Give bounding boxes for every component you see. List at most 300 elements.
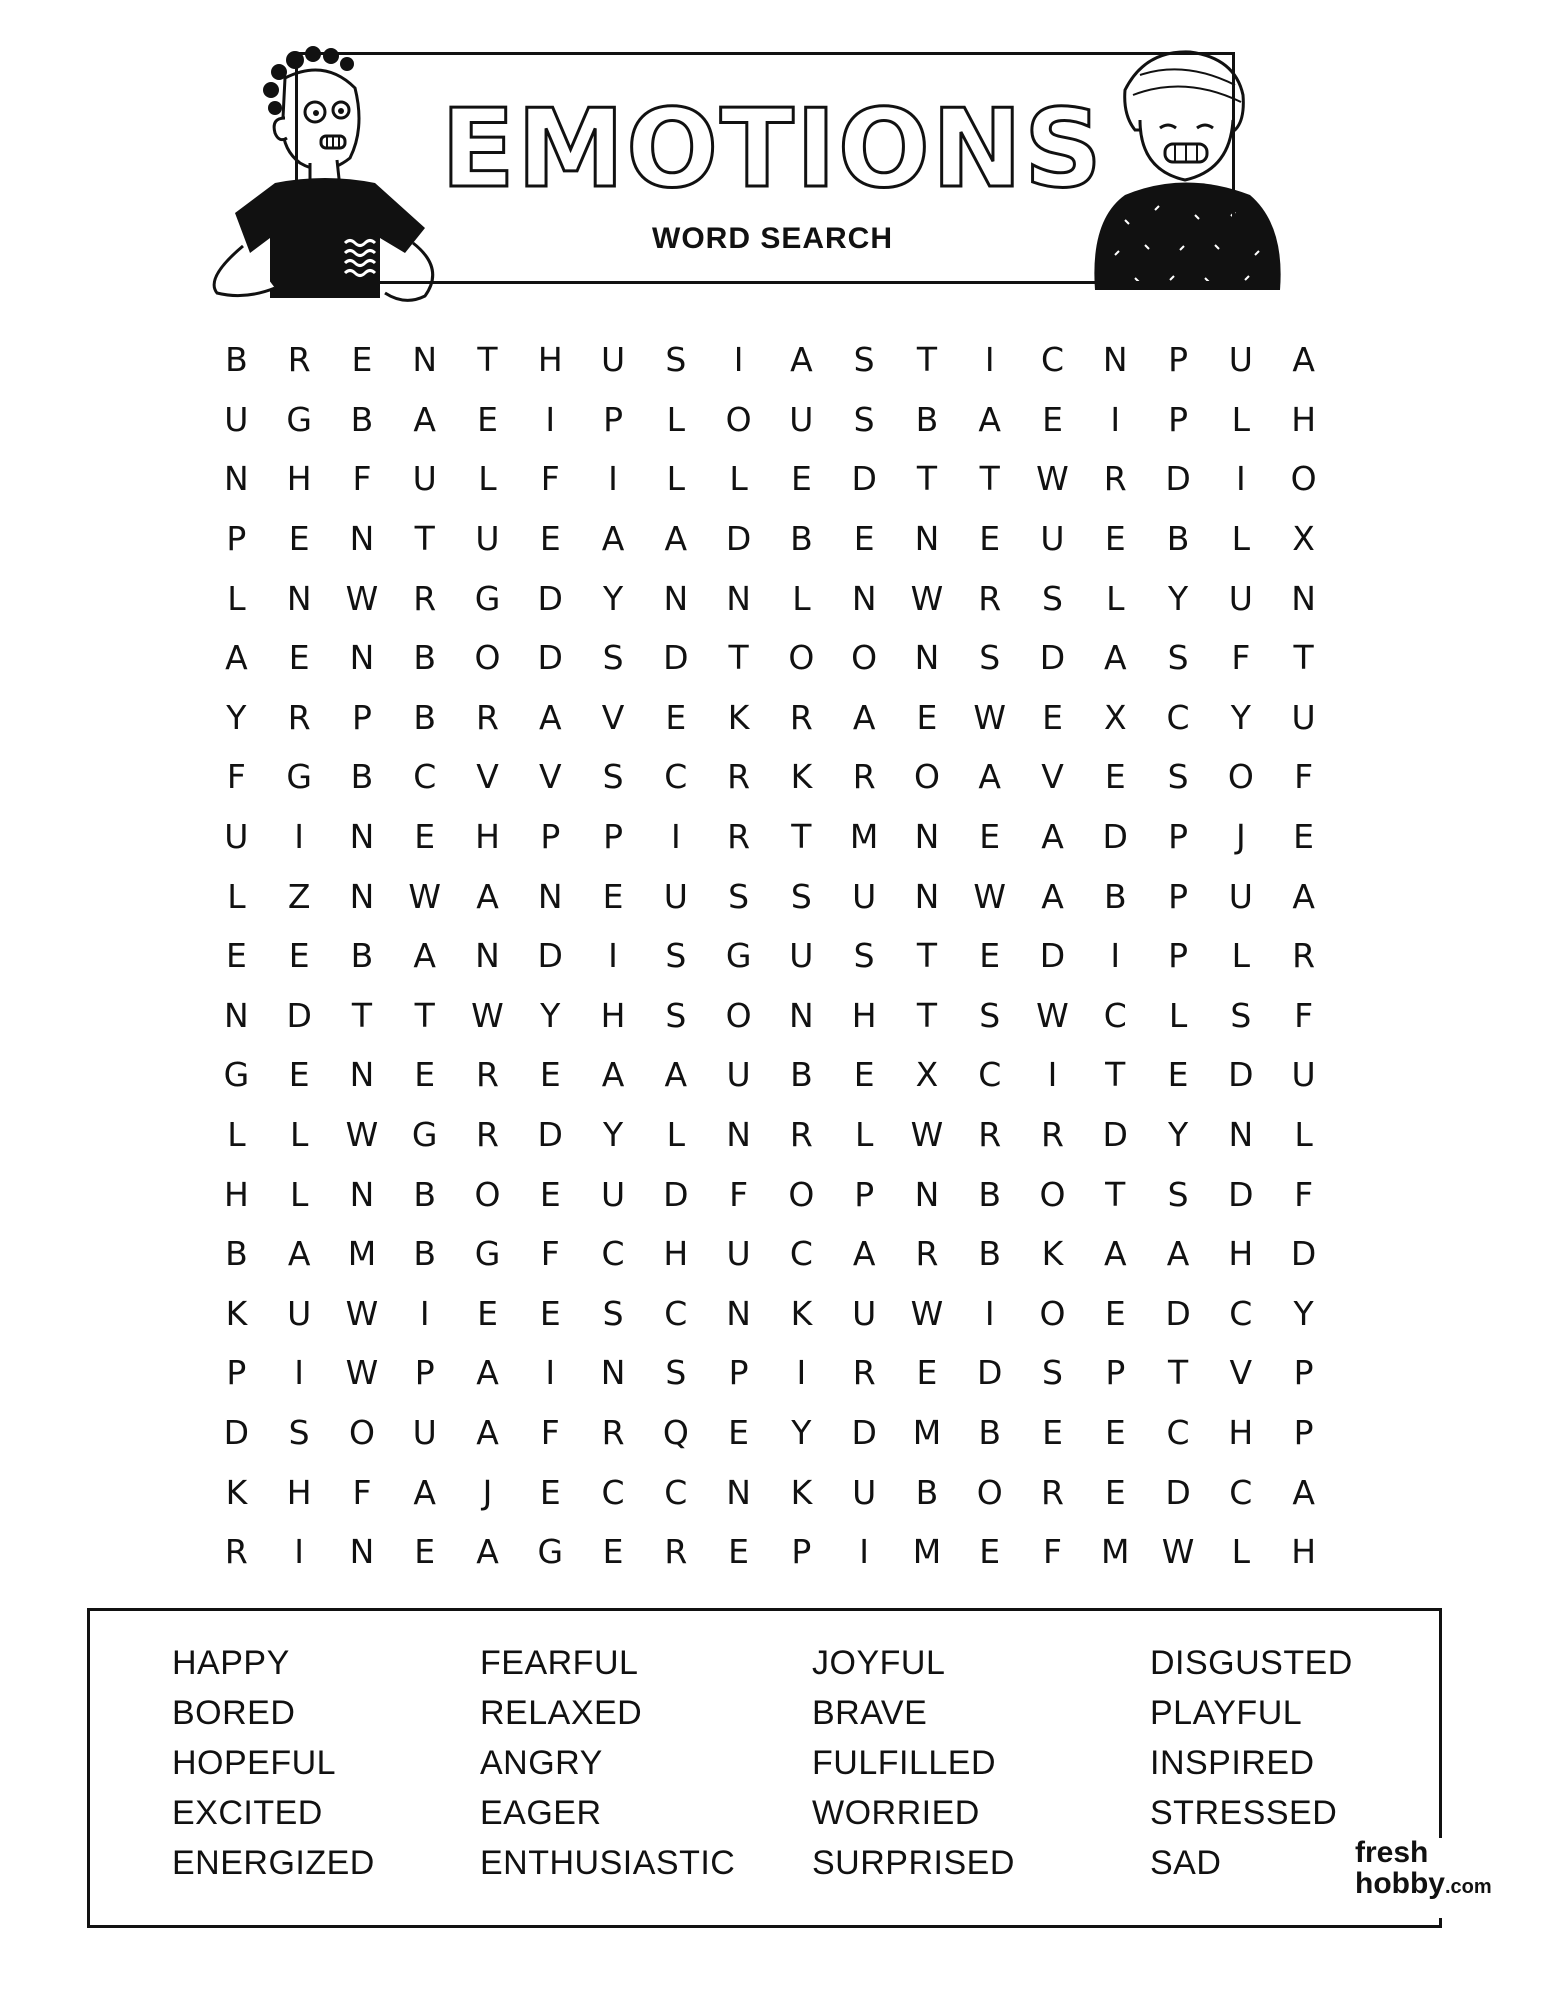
grid-cell[interactable]: L xyxy=(666,459,686,499)
grid-cell[interactable]: A xyxy=(1041,817,1064,857)
grid-cell[interactable]: E xyxy=(916,697,938,737)
grid-cell[interactable]: N xyxy=(726,578,751,618)
grid-cell[interactable]: F xyxy=(1231,638,1251,678)
grid-cell[interactable]: C xyxy=(601,1234,625,1274)
grid-cell[interactable]: I xyxy=(733,340,744,380)
grid-cell[interactable]: I xyxy=(1110,399,1121,439)
grid-cell[interactable]: P xyxy=(1168,340,1188,380)
grid-cell[interactable]: N xyxy=(349,876,375,916)
grid-cell[interactable]: N xyxy=(537,876,563,916)
grid-cell[interactable]: N xyxy=(600,1353,626,1393)
grid-cell[interactable]: F xyxy=(1043,1532,1062,1572)
grid-cell[interactable]: G xyxy=(537,1532,564,1572)
grid-cell[interactable]: O xyxy=(474,638,501,678)
grid-cell[interactable]: W xyxy=(345,578,379,618)
grid-cell[interactable]: A xyxy=(1166,1234,1190,1274)
grid-cell[interactable]: B xyxy=(790,1055,813,1095)
grid-cell[interactable]: E xyxy=(602,1532,624,1572)
grid-cell[interactable]: L xyxy=(1106,578,1125,618)
grid-cell[interactable]: C xyxy=(1040,340,1065,380)
grid-cell[interactable]: E xyxy=(728,1532,750,1572)
grid-cell[interactable]: U xyxy=(287,1293,312,1333)
grid-cell[interactable]: G xyxy=(286,757,312,797)
grid-cell[interactable]: N xyxy=(349,638,375,678)
grid-cell[interactable]: D xyxy=(1228,1174,1254,1214)
grid-cell[interactable]: D xyxy=(1165,1293,1191,1333)
grid-cell[interactable]: V xyxy=(1229,1353,1253,1393)
grid-cell[interactable]: P xyxy=(1168,876,1188,916)
grid-cell[interactable]: D xyxy=(537,1115,563,1155)
grid-cell[interactable]: D xyxy=(1039,936,1066,976)
grid-cell[interactable]: N xyxy=(663,578,689,618)
grid-cell[interactable]: H xyxy=(475,817,500,857)
grid-cell[interactable]: C xyxy=(1229,1472,1253,1512)
grid-cell[interactable]: N xyxy=(914,876,940,916)
grid-cell[interactable]: K xyxy=(1041,1234,1064,1274)
grid-cell[interactable]: U xyxy=(726,1234,751,1274)
grid-cell[interactable]: O xyxy=(1039,1174,1066,1214)
grid-cell[interactable]: R xyxy=(476,1055,499,1095)
grid-cell[interactable]: N xyxy=(726,1472,751,1512)
grid-cell[interactable]: A xyxy=(790,340,813,380)
grid-cell[interactable]: N xyxy=(286,578,312,618)
grid-cell[interactable]: P xyxy=(1168,399,1188,439)
grid-cell[interactable]: S xyxy=(1167,757,1189,797)
grid-cell[interactable]: R xyxy=(601,1412,625,1452)
grid-cell[interactable]: F xyxy=(226,757,246,797)
grid-cell[interactable]: A xyxy=(538,697,562,737)
grid-cell[interactable]: L xyxy=(227,876,246,916)
grid-cell[interactable]: R xyxy=(664,1532,688,1572)
grid-cell[interactable]: F xyxy=(1294,1174,1314,1214)
grid-cell[interactable]: A xyxy=(413,1472,436,1512)
grid-cell[interactable]: N xyxy=(726,1115,751,1155)
grid-cell[interactable]: S xyxy=(1167,1174,1189,1214)
grid-cell[interactable]: N xyxy=(914,638,940,678)
grid-cell[interactable]: F xyxy=(540,1412,560,1452)
grid-cell[interactable]: R xyxy=(1292,936,1316,976)
grid-cell[interactable]: D xyxy=(1102,1115,1128,1155)
grid-cell[interactable]: U xyxy=(726,1055,751,1095)
grid-cell[interactable]: D xyxy=(663,1174,689,1214)
grid-cell[interactable]: W xyxy=(910,578,944,618)
grid-cell[interactable]: T xyxy=(979,459,1000,499)
grid-cell[interactable]: J xyxy=(482,1472,493,1512)
grid-cell[interactable]: M xyxy=(1101,1532,1130,1572)
grid-cell[interactable]: E xyxy=(1042,697,1063,737)
grid-cell[interactable]: W xyxy=(1161,1532,1195,1572)
grid-cell[interactable]: V xyxy=(601,697,625,737)
grid-cell[interactable]: D xyxy=(977,1353,1003,1393)
grid-cell[interactable]: R xyxy=(852,1353,876,1393)
grid-cell[interactable]: B xyxy=(413,1174,437,1214)
grid-cell[interactable]: A xyxy=(476,876,499,916)
grid-cell[interactable]: X xyxy=(1103,697,1127,737)
grid-cell[interactable]: D xyxy=(1039,638,1066,678)
grid-cell[interactable]: R xyxy=(1103,459,1127,499)
grid-cell[interactable]: H xyxy=(286,1472,312,1512)
grid-cell[interactable]: P xyxy=(226,1353,247,1393)
grid-cell[interactable]: S xyxy=(979,995,1001,1035)
grid-cell[interactable]: L xyxy=(227,578,246,618)
grid-cell[interactable]: H xyxy=(223,1174,249,1214)
grid-cell[interactable]: D xyxy=(851,1412,877,1452)
grid-cell[interactable]: O xyxy=(348,1412,375,1452)
grid-cell[interactable]: M xyxy=(849,817,879,857)
grid-cell[interactable]: T xyxy=(916,995,938,1035)
grid-cell[interactable]: T xyxy=(414,519,435,559)
grid-cell[interactable]: Y xyxy=(540,995,561,1035)
grid-cell[interactable]: S xyxy=(979,638,1001,678)
grid-cell[interactable]: E xyxy=(414,1532,436,1572)
grid-cell[interactable]: U xyxy=(600,1174,626,1214)
grid-cell[interactable]: I xyxy=(859,1532,870,1572)
grid-cell[interactable]: E xyxy=(665,697,687,737)
grid-cell[interactable]: R xyxy=(224,1532,248,1572)
grid-cell[interactable]: I xyxy=(608,936,618,976)
grid-cell[interactable]: W xyxy=(345,1353,379,1393)
grid-cell[interactable]: O xyxy=(725,399,752,439)
grid-cell[interactable]: U xyxy=(412,1412,437,1452)
grid-cell[interactable]: B xyxy=(413,1234,437,1274)
grid-cell[interactable]: B xyxy=(915,1472,939,1512)
grid-cell[interactable]: L xyxy=(792,578,811,618)
grid-cell[interactable]: T xyxy=(916,340,938,380)
grid-cell[interactable]: S xyxy=(665,936,687,976)
grid-cell[interactable]: T xyxy=(351,995,373,1035)
grid-cell[interactable]: W xyxy=(910,1293,944,1333)
grid-cell[interactable]: I xyxy=(1047,1055,1058,1095)
grid-cell[interactable]: S xyxy=(602,1293,624,1333)
grid-cell[interactable]: U xyxy=(1228,876,1253,916)
grid-cell[interactable]: C xyxy=(789,1234,813,1274)
grid-cell[interactable]: S xyxy=(853,399,875,439)
grid-cell[interactable]: U xyxy=(475,519,500,559)
grid-cell[interactable]: I xyxy=(294,1353,305,1393)
grid-cell[interactable]: U xyxy=(224,399,249,439)
grid-cell[interactable]: N xyxy=(349,1055,375,1095)
grid-cell[interactable]: A xyxy=(978,757,1001,797)
grid-cell[interactable]: N xyxy=(1102,340,1128,380)
grid-cell[interactable]: N xyxy=(851,578,877,618)
grid-cell[interactable]: R xyxy=(852,757,876,797)
grid-cell[interactable]: B xyxy=(978,1174,1002,1214)
grid-cell[interactable]: I xyxy=(796,1353,807,1393)
grid-cell[interactable]: R xyxy=(789,1115,813,1155)
grid-cell[interactable]: G xyxy=(725,936,752,976)
grid-cell[interactable]: K xyxy=(727,697,750,737)
grid-cell[interactable]: F xyxy=(1294,757,1314,797)
grid-cell[interactable]: R xyxy=(789,697,813,737)
grid-cell[interactable]: C xyxy=(413,757,437,797)
grid-cell[interactable]: R xyxy=(287,697,311,737)
grid-cell[interactable]: F xyxy=(540,459,560,499)
grid-cell[interactable]: D xyxy=(1102,817,1128,857)
grid-cell[interactable]: W xyxy=(1036,459,1069,499)
grid-cell[interactable]: E xyxy=(477,399,498,439)
grid-cell[interactable]: E xyxy=(539,1174,561,1214)
grid-cell[interactable]: O xyxy=(976,1472,1003,1512)
grid-cell[interactable]: B xyxy=(350,399,374,439)
grid-cell[interactable]: C xyxy=(601,1472,625,1512)
grid-cell[interactable]: I xyxy=(984,340,995,380)
grid-cell[interactable]: S xyxy=(853,936,875,976)
grid-cell[interactable]: E xyxy=(539,1293,561,1333)
grid-cell[interactable]: S xyxy=(1042,1353,1063,1393)
grid-cell[interactable]: U xyxy=(412,459,437,499)
grid-cell[interactable]: B xyxy=(915,399,939,439)
grid-cell[interactable]: E xyxy=(1042,1412,1063,1452)
grid-cell[interactable]: E xyxy=(539,1472,561,1512)
grid-cell[interactable]: I xyxy=(1110,936,1121,976)
grid-cell[interactable]: F xyxy=(1294,995,1314,1035)
grid-cell[interactable]: S xyxy=(853,340,875,380)
grid-cell[interactable]: N xyxy=(412,340,438,380)
grid-cell[interactable]: A xyxy=(476,1353,499,1393)
grid-cell[interactable]: M xyxy=(912,1532,942,1572)
grid-cell[interactable]: R xyxy=(413,578,437,618)
grid-cell[interactable]: G xyxy=(286,399,312,439)
grid-cell[interactable]: S xyxy=(1230,995,1252,1035)
grid-cell[interactable]: W xyxy=(471,995,504,1035)
grid-cell[interactable]: O xyxy=(851,638,878,678)
grid-cell[interactable]: S xyxy=(728,876,750,916)
grid-cell[interactable]: R xyxy=(915,1234,939,1274)
grid-cell[interactable]: F xyxy=(352,1472,372,1512)
grid-cell[interactable]: S xyxy=(1167,638,1189,678)
grid-cell[interactable]: B xyxy=(350,757,374,797)
grid-cell[interactable]: L xyxy=(1231,519,1251,559)
grid-cell[interactable]: P xyxy=(1105,1353,1126,1393)
grid-cell[interactable]: B xyxy=(978,1412,1002,1452)
grid-cell[interactable]: U xyxy=(1040,519,1065,559)
grid-cell[interactable]: Y xyxy=(1230,697,1251,737)
grid-cell[interactable]: P xyxy=(351,697,372,737)
grid-cell[interactable]: H xyxy=(1291,399,1317,439)
grid-cell[interactable]: E xyxy=(979,519,1001,559)
grid-cell[interactable]: E xyxy=(728,1412,750,1452)
grid-cell[interactable]: E xyxy=(1104,519,1126,559)
grid-cell[interactable]: A xyxy=(1292,876,1315,916)
grid-cell[interactable]: O xyxy=(1290,459,1317,499)
grid-cell[interactable]: G xyxy=(474,578,501,618)
grid-cell[interactable]: O xyxy=(474,1174,501,1214)
grid-cell[interactable]: V xyxy=(476,757,499,797)
grid-cell[interactable]: C xyxy=(1103,995,1127,1035)
grid-cell[interactable]: O xyxy=(1227,757,1254,797)
grid-cell[interactable]: O xyxy=(1039,1293,1066,1333)
grid-cell[interactable]: U xyxy=(1291,697,1316,737)
grid-cell[interactable]: P xyxy=(540,817,561,857)
grid-cell[interactable]: A xyxy=(1103,1234,1127,1274)
grid-cell[interactable]: D xyxy=(286,995,312,1035)
grid-cell[interactable]: D xyxy=(537,936,563,976)
grid-cell[interactable]: E xyxy=(288,519,310,559)
grid-cell[interactable]: Z xyxy=(287,876,311,916)
grid-cell[interactable]: D xyxy=(1165,1472,1191,1512)
grid-cell[interactable]: F xyxy=(729,1174,749,1214)
grid-cell[interactable]: N xyxy=(789,995,814,1035)
grid-cell[interactable]: A xyxy=(1041,876,1064,916)
grid-cell[interactable]: B xyxy=(350,936,374,976)
grid-cell[interactable]: L xyxy=(1294,1115,1313,1155)
grid-cell[interactable]: S xyxy=(790,876,812,916)
grid-cell[interactable]: N xyxy=(349,519,375,559)
grid-cell[interactable]: A xyxy=(601,519,625,559)
grid-cell[interactable]: I xyxy=(545,399,556,439)
grid-cell[interactable]: H xyxy=(1291,1532,1317,1572)
grid-cell[interactable]: U xyxy=(852,1293,877,1333)
grid-cell[interactable]: T xyxy=(1105,1055,1126,1095)
grid-cell[interactable]: P xyxy=(791,1532,812,1572)
grid-cell[interactable]: T xyxy=(791,817,812,857)
grid-cell[interactable]: P xyxy=(1293,1412,1314,1452)
grid-cell[interactable]: D xyxy=(1228,1055,1254,1095)
grid-cell[interactable]: B xyxy=(1166,519,1190,559)
grid-cell[interactable]: E xyxy=(853,519,875,559)
grid-cell[interactable]: T xyxy=(477,340,498,380)
grid-cell[interactable]: L xyxy=(478,459,497,499)
grid-cell[interactable]: P xyxy=(728,1353,749,1393)
grid-cell[interactable]: Q xyxy=(662,1412,689,1452)
grid-cell[interactable]: R xyxy=(476,697,499,737)
grid-cell[interactable]: E xyxy=(539,1055,561,1095)
grid-cell[interactable]: S xyxy=(665,340,687,380)
grid-cell[interactable]: E xyxy=(288,1055,310,1095)
grid-cell[interactable]: K xyxy=(790,757,813,797)
grid-cell[interactable]: R xyxy=(1041,1115,1064,1155)
grid-cell[interactable]: L xyxy=(729,459,748,499)
grid-cell[interactable]: B xyxy=(413,638,437,678)
grid-cell[interactable]: I xyxy=(294,817,305,857)
grid-cell[interactable]: N xyxy=(224,995,249,1035)
grid-cell[interactable]: N xyxy=(349,817,375,857)
grid-cell[interactable]: N xyxy=(726,1293,751,1333)
grid-cell[interactable]: G xyxy=(411,1115,438,1155)
grid-cell[interactable]: M xyxy=(347,1234,377,1274)
grid-cell[interactable]: R xyxy=(727,757,751,797)
grid-cell[interactable]: H xyxy=(286,459,312,499)
grid-cell[interactable]: J xyxy=(1235,817,1246,857)
grid-cell[interactable]: I xyxy=(294,1532,305,1572)
grid-cell[interactable]: U xyxy=(224,817,249,857)
grid-cell[interactable]: W xyxy=(973,876,1007,916)
grid-cell[interactable]: P xyxy=(226,519,247,559)
grid-cell[interactable]: E xyxy=(225,936,247,976)
grid-cell[interactable]: H xyxy=(1228,1412,1254,1452)
grid-cell[interactable]: P xyxy=(603,817,623,857)
grid-cell[interactable]: A xyxy=(413,399,436,439)
grid-cell[interactable]: E xyxy=(1042,399,1063,439)
grid-cell[interactable]: D xyxy=(851,459,877,499)
grid-cell[interactable]: B xyxy=(978,1234,1002,1274)
grid-cell[interactable]: A xyxy=(225,638,248,678)
grid-cell[interactable]: B xyxy=(790,519,813,559)
grid-cell[interactable]: T xyxy=(414,995,435,1035)
grid-cell[interactable]: E xyxy=(1104,1293,1126,1333)
grid-cell[interactable]: S xyxy=(602,638,624,678)
grid-cell[interactable]: A xyxy=(852,697,876,737)
grid-cell[interactable]: E xyxy=(1104,1472,1126,1512)
grid-cell[interactable]: L xyxy=(1168,995,1188,1035)
grid-cell[interactable]: C xyxy=(1229,1293,1253,1333)
grid-cell[interactable]: N xyxy=(475,936,500,976)
grid-cell[interactable]: D xyxy=(537,578,563,618)
grid-cell[interactable]: E xyxy=(414,1055,436,1095)
grid-cell[interactable]: W xyxy=(1036,995,1069,1035)
grid-cell[interactable]: U xyxy=(1228,340,1253,380)
grid-cell[interactable]: E xyxy=(1293,817,1315,857)
grid-cell[interactable]: H xyxy=(600,995,626,1035)
grid-cell[interactable]: A xyxy=(1292,340,1315,380)
grid-cell[interactable]: P xyxy=(854,1174,875,1214)
grid-cell[interactable]: T xyxy=(1167,1353,1189,1393)
grid-cell[interactable]: A xyxy=(664,519,688,559)
grid-cell[interactable]: V xyxy=(538,757,562,797)
grid-cell[interactable]: A xyxy=(978,399,1001,439)
grid-cell[interactable]: T xyxy=(728,638,749,678)
grid-cell[interactable]: S xyxy=(602,757,624,797)
grid-cell[interactable]: Y xyxy=(791,1412,812,1452)
grid-cell[interactable]: U xyxy=(1228,578,1253,618)
grid-cell[interactable]: C xyxy=(664,757,688,797)
grid-cell[interactable]: P xyxy=(1168,936,1188,976)
grid-cell[interactable]: Y xyxy=(1167,1115,1189,1155)
grid-cell[interactable]: P xyxy=(1293,1353,1314,1393)
grid-cell[interactable]: E xyxy=(477,1293,498,1333)
grid-cell[interactable]: H xyxy=(663,1234,689,1274)
grid-cell[interactable]: E xyxy=(1104,1412,1126,1452)
grid-cell[interactable]: N xyxy=(1228,1115,1254,1155)
grid-cell[interactable]: I xyxy=(545,1353,556,1393)
grid-cell[interactable]: O xyxy=(913,757,940,797)
grid-cell[interactable]: D xyxy=(537,638,563,678)
grid-cell[interactable]: D xyxy=(223,1412,250,1452)
grid-cell[interactable]: W xyxy=(910,1115,944,1155)
grid-cell[interactable]: W xyxy=(345,1115,379,1155)
grid-cell[interactable]: H xyxy=(1228,1234,1254,1274)
grid-cell[interactable]: R xyxy=(1041,1472,1064,1512)
grid-cell[interactable]: B xyxy=(225,340,248,380)
grid-cell[interactable]: E xyxy=(790,459,812,499)
grid-cell[interactable]: K xyxy=(225,1293,248,1333)
grid-cell[interactable]: Y xyxy=(1167,578,1189,618)
grid-cell[interactable]: P xyxy=(414,1353,435,1393)
grid-cell[interactable]: E xyxy=(853,1055,875,1095)
grid-cell[interactable]: R xyxy=(476,1115,499,1155)
grid-cell[interactable]: D xyxy=(1165,459,1191,499)
grid-cell[interactable]: X xyxy=(915,1055,939,1095)
grid-cell[interactable]: B xyxy=(413,697,437,737)
grid-cell[interactable]: T xyxy=(1293,638,1314,678)
grid-cell[interactable]: N xyxy=(224,459,249,499)
grid-cell[interactable]: S xyxy=(288,1412,310,1452)
grid-cell[interactable]: P xyxy=(603,399,623,439)
grid-cell[interactable]: E xyxy=(288,638,310,678)
grid-cell[interactable]: A xyxy=(664,1055,688,1095)
grid-cell[interactable]: L xyxy=(227,1115,246,1155)
grid-cell[interactable]: D xyxy=(1290,1234,1317,1274)
grid-cell[interactable]: T xyxy=(916,459,938,499)
grid-cell[interactable]: U xyxy=(852,876,877,916)
grid-cell[interactable]: V xyxy=(1041,757,1064,797)
grid-cell[interactable]: Y xyxy=(602,1115,624,1155)
grid-cell[interactable]: U xyxy=(663,876,688,916)
grid-cell[interactable]: A xyxy=(601,1055,625,1095)
grid-cell[interactable]: E xyxy=(979,817,1001,857)
grid-cell[interactable]: K xyxy=(225,1472,248,1512)
grid-cell[interactable]: D xyxy=(725,519,752,559)
